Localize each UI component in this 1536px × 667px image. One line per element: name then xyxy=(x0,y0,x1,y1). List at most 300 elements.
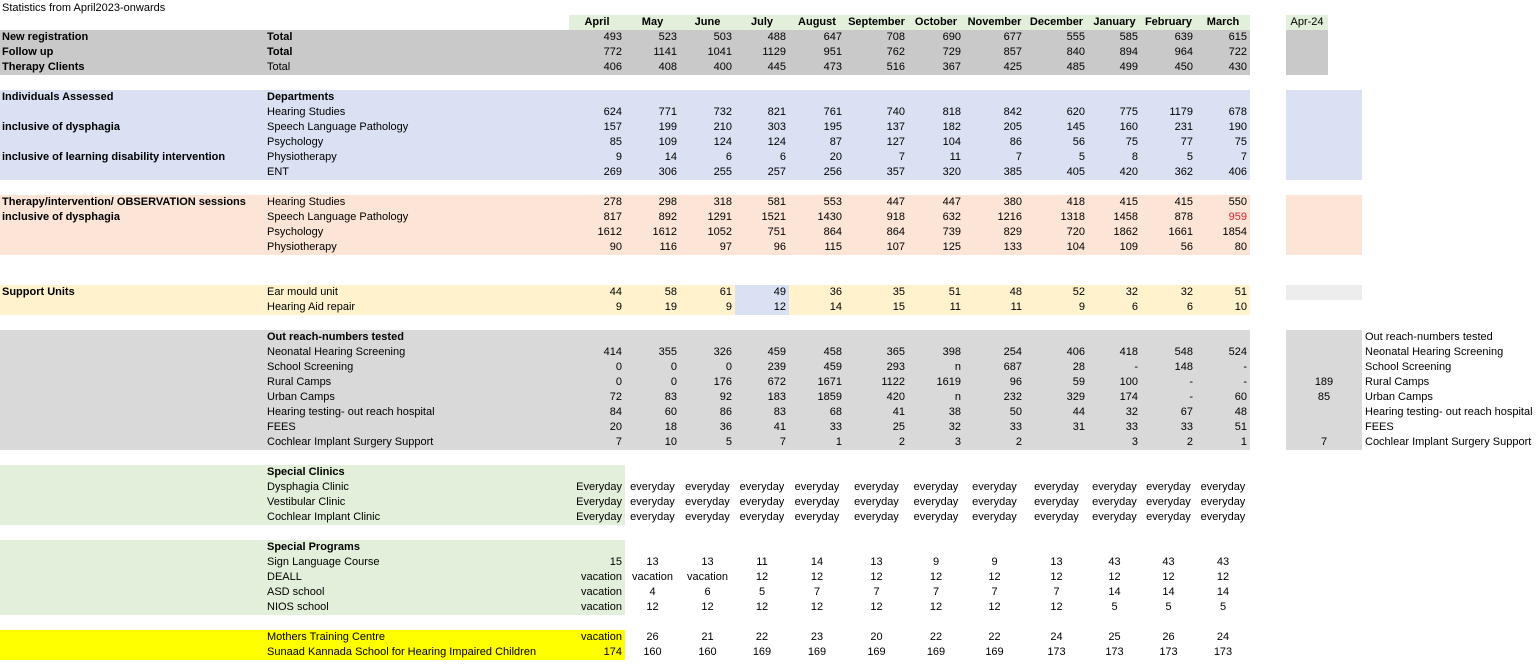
value-cell[interactable]: 329 xyxy=(1066,391,1085,403)
value-cell[interactable]: everyday xyxy=(972,496,1017,508)
apr24-value[interactable]: 7 xyxy=(1320,436,1328,448)
value-cell[interactable]: 5 xyxy=(1111,601,1118,613)
value-cell[interactable]: 1291 xyxy=(707,211,732,223)
value-cell[interactable]: 772 xyxy=(603,46,622,58)
value-cell[interactable]: everyday xyxy=(1034,496,1079,508)
value-cell[interactable]: 68 xyxy=(829,406,842,418)
value-cell[interactable]: 22 xyxy=(988,631,1001,643)
value-cell[interactable]: everyday xyxy=(913,496,959,508)
value-cell[interactable]: 61 xyxy=(719,286,732,298)
value-cell[interactable]: 857 xyxy=(1003,46,1022,58)
value-cell[interactable]: 12 xyxy=(1050,571,1063,583)
value-cell[interactable]: 398 xyxy=(942,346,961,358)
value-cell[interactable]: everyday xyxy=(1092,496,1137,508)
value-cell[interactable]: 97 xyxy=(719,241,732,253)
value-cell[interactable]: 7 xyxy=(615,436,622,448)
value-cell[interactable]: 13 xyxy=(1050,556,1063,568)
value-cell[interactable]: 406 xyxy=(1228,166,1247,178)
value-cell[interactable]: 1612 xyxy=(597,226,622,238)
value-cell[interactable]: 818 xyxy=(942,106,961,118)
value-cell[interactable]: 13 xyxy=(870,556,883,568)
value-cell[interactable]: 722 xyxy=(1228,46,1247,58)
value-cell[interactable]: 32 xyxy=(1180,286,1193,298)
value-cell[interactable]: 450 xyxy=(1174,61,1193,73)
value-cell[interactable]: 86 xyxy=(1009,136,1022,148)
value-cell[interactable]: 173 xyxy=(1105,646,1124,658)
value-cell[interactable]: 269 xyxy=(603,166,622,178)
value-cell[interactable]: 75 xyxy=(1234,136,1247,148)
value-cell[interactable]: 1430 xyxy=(817,211,842,223)
value-cell[interactable]: 306 xyxy=(658,166,677,178)
value-cell[interactable]: 51 xyxy=(1234,286,1247,298)
value-cell[interactable]: 15 xyxy=(609,556,622,568)
value-cell[interactable]: 190 xyxy=(1228,121,1247,133)
value-cell[interactable]: 174 xyxy=(603,646,622,658)
value-cell[interactable]: 5 xyxy=(1219,601,1227,613)
value-cell[interactable]: 7 xyxy=(779,436,786,448)
value-cell[interactable]: 11 xyxy=(949,151,961,163)
value-cell[interactable]: 13 xyxy=(646,556,659,568)
value-cell[interactable]: 420 xyxy=(886,391,905,403)
value-cell[interactable]: 459 xyxy=(823,361,842,373)
value-cell[interactable]: everyday xyxy=(794,511,840,523)
value-cell[interactable]: 15 xyxy=(892,301,905,313)
value-cell[interactable] xyxy=(1025,435,1088,450)
value-cell[interactable]: 690 xyxy=(942,31,961,43)
value-cell[interactable]: 14 xyxy=(1162,586,1175,598)
value-cell[interactable]: 7 xyxy=(1240,151,1247,163)
value-cell[interactable]: 12 xyxy=(988,601,1001,613)
value-cell[interactable]: 43 xyxy=(1108,556,1121,568)
value-cell[interactable]: 72 xyxy=(609,391,622,403)
value-cell[interactable]: 1122 xyxy=(881,376,905,388)
value-cell[interactable]: 12 xyxy=(929,601,943,613)
value-cell[interactable]: 7 xyxy=(898,151,905,163)
value-cell[interactable]: 1041 xyxy=(707,46,732,58)
value-cell[interactable]: 169 xyxy=(807,646,827,658)
value-cell[interactable]: 357 xyxy=(886,166,905,178)
value-cell[interactable]: 485 xyxy=(1066,61,1085,73)
value-cell[interactable]: everyday xyxy=(630,496,675,508)
value-cell[interactable]: 33 xyxy=(1125,421,1138,433)
value-cell[interactable]: 96 xyxy=(773,241,786,253)
value-cell[interactable]: 31 xyxy=(1072,421,1085,433)
apr24-value[interactable]: 85 xyxy=(1317,391,1331,403)
value-cell[interactable]: everyday xyxy=(854,511,899,523)
value-cell[interactable]: 35 xyxy=(892,286,905,298)
value-cell[interactable]: 385 xyxy=(1003,166,1022,178)
value-cell[interactable]: 553 xyxy=(823,196,842,208)
value-cell[interactable]: 447 xyxy=(886,196,905,208)
value-cell[interactable]: 199 xyxy=(658,121,677,133)
value-cell[interactable]: 1141 xyxy=(653,46,677,58)
value-cell[interactable]: 430 xyxy=(1228,61,1247,73)
value-cell[interactable]: 6 xyxy=(779,151,786,163)
value-cell[interactable]: everyday xyxy=(913,481,959,493)
value-cell[interactable]: 32 xyxy=(1125,286,1138,298)
value-cell[interactable]: 36 xyxy=(829,286,842,298)
value-cell[interactable]: 51 xyxy=(1234,421,1247,433)
value-cell[interactable]: 964 xyxy=(1174,46,1193,58)
value-cell[interactable]: 405 xyxy=(1066,166,1085,178)
value-cell[interactable]: everyday xyxy=(739,481,785,493)
value-cell[interactable]: 182 xyxy=(942,121,961,133)
value-cell[interactable]: 5 xyxy=(725,436,732,448)
value-cell[interactable]: 493 xyxy=(603,31,622,43)
value-cell[interactable]: 1521 xyxy=(761,211,786,223)
value-cell[interactable]: everyday xyxy=(1146,496,1191,508)
value-cell[interactable]: n xyxy=(954,361,961,373)
apr24-value[interactable] xyxy=(1286,360,1362,375)
value-cell[interactable]: 160 xyxy=(1119,121,1138,133)
value-cell[interactable]: 115 xyxy=(824,241,842,253)
value-cell[interactable]: 2 xyxy=(1015,436,1022,448)
value-cell[interactable]: 3 xyxy=(954,436,961,448)
value-cell[interactable]: 406 xyxy=(603,61,622,73)
value-cell[interactable]: 624 xyxy=(603,106,622,118)
value-cell[interactable]: 632 xyxy=(942,211,961,223)
value-cell[interactable]: 28 xyxy=(1072,361,1085,373)
value-cell[interactable]: 14 xyxy=(829,301,842,313)
value-cell[interactable]: 173 xyxy=(1047,646,1066,658)
value-cell[interactable]: 0 xyxy=(615,376,622,388)
value-cell[interactable]: 1671 xyxy=(817,376,842,388)
value-cell[interactable]: 1859 xyxy=(817,391,842,403)
value-cell[interactable]: 14 xyxy=(810,556,824,568)
value-cell[interactable]: 169 xyxy=(752,646,772,658)
value-cell[interactable]: 169 xyxy=(926,646,946,658)
value-cell[interactable]: 415 xyxy=(1119,196,1138,208)
value-cell[interactable]: 406 xyxy=(1066,346,1085,358)
value-cell[interactable]: 22 xyxy=(755,631,769,643)
value-cell[interactable]: 109 xyxy=(658,136,677,148)
value-cell[interactable]: 4 xyxy=(649,586,656,598)
value-cell[interactable]: 581 xyxy=(767,196,786,208)
value-cell[interactable]: 9 xyxy=(615,151,622,163)
value-cell[interactable]: 418 xyxy=(1119,346,1138,358)
value-cell[interactable]: 7 xyxy=(991,586,998,598)
value-cell[interactable]: 60 xyxy=(664,406,677,418)
value-cell[interactable]: 12 xyxy=(1108,571,1121,583)
value-cell[interactable]: 255 xyxy=(713,166,732,178)
value-cell[interactable]: 23 xyxy=(810,631,824,643)
value-cell[interactable]: 100 xyxy=(1119,376,1138,388)
value-cell[interactable]: 1216 xyxy=(997,211,1022,223)
value-cell[interactable]: 77 xyxy=(1180,136,1193,148)
value-cell[interactable]: 672 xyxy=(767,376,786,388)
value-cell[interactable]: 127 xyxy=(886,136,905,148)
value-cell[interactable]: 320 xyxy=(942,166,961,178)
value-cell[interactable]: 14 xyxy=(1108,586,1121,598)
apr24-value[interactable] xyxy=(1286,405,1362,420)
value-cell[interactable]: 173 xyxy=(1159,646,1178,658)
value-cell[interactable]: 86 xyxy=(719,406,732,418)
value-cell[interactable]: 124 xyxy=(767,136,786,148)
value-cell[interactable]: 205 xyxy=(1003,121,1022,133)
value-cell[interactable]: 878 xyxy=(1174,211,1193,223)
value-cell[interactable]: 116 xyxy=(659,241,677,253)
value-cell[interactable]: 109 xyxy=(1119,241,1138,253)
value-cell[interactable]: 12 xyxy=(646,601,659,613)
value-cell[interactable]: everyday xyxy=(685,496,730,508)
value-cell[interactable]: 414 xyxy=(603,346,622,358)
value-cell[interactable]: 751 xyxy=(767,226,786,238)
value-cell[interactable]: vacation xyxy=(581,586,622,598)
value-cell[interactable]: 169 xyxy=(867,646,886,658)
value-cell[interactable]: 365 xyxy=(886,346,905,358)
value-cell[interactable]: 174 xyxy=(1119,391,1138,403)
value-cell[interactable]: 38 xyxy=(948,406,961,418)
value-cell[interactable]: 9 xyxy=(991,556,998,568)
value-cell[interactable]: 12 xyxy=(701,601,714,613)
value-cell[interactable]: 5 xyxy=(1165,601,1172,613)
value-cell[interactable]: 157 xyxy=(603,121,622,133)
value-cell[interactable]: 87 xyxy=(829,136,842,148)
value-cell[interactable]: 124 xyxy=(713,136,732,148)
value-cell[interactable]: 14 xyxy=(1216,586,1230,598)
value-cell[interactable]: 5 xyxy=(1078,151,1085,163)
apr24-value[interactable] xyxy=(1286,420,1362,435)
value-cell[interactable]: 408 xyxy=(658,61,677,73)
value-cell[interactable]: 58 xyxy=(664,286,677,298)
value-cell[interactable]: 447 xyxy=(942,196,961,208)
value-cell[interactable]: 918 xyxy=(886,211,905,223)
value-cell[interactable]: 678 xyxy=(1228,106,1247,118)
value-cell[interactable]: 12 xyxy=(755,571,769,583)
value-cell[interactable]: everyday xyxy=(794,481,840,493)
value-cell[interactable]: 80 xyxy=(1234,241,1247,253)
value-cell[interactable]: 22 xyxy=(929,631,943,643)
value-cell[interactable]: 92 xyxy=(719,391,732,403)
value-cell[interactable]: 840 xyxy=(1066,46,1085,58)
value-cell[interactable]: vacation xyxy=(581,571,622,583)
value-cell[interactable]: 720 xyxy=(1066,226,1085,238)
value-cell[interactable]: 33 xyxy=(1009,421,1022,433)
value-cell[interactable]: 83 xyxy=(773,406,786,418)
value-cell[interactable]: everyday xyxy=(1146,481,1191,493)
value-cell[interactable]: 20 xyxy=(609,421,622,433)
value-cell[interactable]: 90 xyxy=(609,241,622,253)
value-cell[interactable]: 56 xyxy=(1180,241,1193,253)
value-cell[interactable]: 821 xyxy=(767,106,786,118)
value-cell[interactable]: 615 xyxy=(1228,31,1247,43)
value-cell[interactable]: 1862 xyxy=(1113,226,1138,238)
value-cell[interactable]: - xyxy=(1134,361,1138,373)
value-cell[interactable]: 254 xyxy=(1003,346,1022,358)
value-cell[interactable]: 104 xyxy=(1066,241,1085,253)
value-cell[interactable]: everyday xyxy=(630,511,675,523)
value-cell[interactable]: 9 xyxy=(1078,301,1085,313)
value-cell[interactable]: 620 xyxy=(1066,106,1085,118)
value-cell[interactable]: 48 xyxy=(1234,406,1247,418)
value-cell[interactable]: 739 xyxy=(942,226,961,238)
value-cell[interactable]: 415 xyxy=(1174,196,1193,208)
value-cell[interactable]: 20 xyxy=(870,631,883,643)
value-cell[interactable]: 52 xyxy=(1072,286,1085,298)
value-cell[interactable]: 524 xyxy=(1228,346,1247,358)
value-cell[interactable]: 12 xyxy=(1050,601,1063,613)
value-cell[interactable]: 231 xyxy=(1174,121,1193,133)
value-cell[interactable]: 677 xyxy=(1003,31,1022,43)
value-cell[interactable]: 367 xyxy=(942,61,961,73)
value-cell[interactable]: 9 xyxy=(932,556,940,568)
value-cell[interactable]: 21 xyxy=(701,631,714,643)
value-cell[interactable]: Everyday xyxy=(576,496,622,508)
value-cell[interactable]: 13 xyxy=(701,556,714,568)
value-cell[interactable]: 0 xyxy=(670,376,677,388)
value-cell[interactable]: 67 xyxy=(1180,406,1193,418)
value-cell[interactable]: 25 xyxy=(1108,631,1121,643)
value-cell[interactable]: 445 xyxy=(767,61,786,73)
value-cell[interactable]: 293 xyxy=(886,361,905,373)
value-cell[interactable]: 56 xyxy=(1072,136,1085,148)
value-cell[interactable]: 9 xyxy=(615,301,622,313)
value-cell[interactable]: 160 xyxy=(643,646,662,658)
value-cell[interactable]: everyday xyxy=(1146,511,1191,523)
value-cell[interactable]: 362 xyxy=(1174,166,1193,178)
value-cell[interactable]: 75 xyxy=(1125,136,1138,148)
value-cell[interactable]: 959 xyxy=(1228,211,1247,223)
value-cell[interactable]: 96 xyxy=(1009,376,1022,388)
value-cell[interactable]: 10 xyxy=(1234,301,1247,313)
value-cell[interactable]: everyday xyxy=(1092,481,1137,493)
value-cell[interactable]: everyday xyxy=(1200,481,1246,493)
value-cell[interactable]: 24 xyxy=(1216,631,1230,643)
value-cell[interactable]: 817 xyxy=(603,211,622,223)
value-cell[interactable]: 41 xyxy=(773,421,786,433)
value-cell[interactable]: 145 xyxy=(1066,121,1085,133)
value-cell[interactable]: 44 xyxy=(609,286,622,298)
value-cell[interactable]: everyday xyxy=(854,496,899,508)
value-cell[interactable]: 1 xyxy=(1240,436,1247,448)
value-cell[interactable]: 12 xyxy=(773,301,786,313)
value-cell[interactable]: 49 xyxy=(773,286,786,298)
value-cell[interactable]: Everyday xyxy=(576,511,622,523)
value-cell[interactable]: 41 xyxy=(892,406,905,418)
value-cell[interactable]: 12 xyxy=(810,601,824,613)
value-cell[interactable]: 639 xyxy=(1174,31,1193,43)
value-cell[interactable]: n xyxy=(954,391,961,403)
value-cell[interactable]: 43 xyxy=(1162,556,1175,568)
value-cell[interactable]: 550 xyxy=(1228,196,1247,208)
value-cell[interactable]: 59 xyxy=(1072,376,1085,388)
value-cell[interactable]: 503 xyxy=(713,31,732,43)
value-cell[interactable]: 1854 xyxy=(1222,226,1247,238)
value-cell[interactable]: 12 xyxy=(870,571,883,583)
value-cell[interactable]: 7 xyxy=(873,586,880,598)
value-cell[interactable]: 125 xyxy=(942,241,961,253)
value-cell[interactable]: 14 xyxy=(664,151,677,163)
value-cell[interactable]: 0 xyxy=(615,361,622,373)
value-cell[interactable]: 25 xyxy=(892,421,905,433)
value-cell[interactable]: everyday xyxy=(1200,496,1246,508)
value-cell[interactable]: - xyxy=(1189,391,1193,403)
value-cell[interactable]: 85 xyxy=(609,136,622,148)
value-cell[interactable]: 420 xyxy=(1119,166,1138,178)
value-cell[interactable]: everyday xyxy=(739,496,785,508)
value-cell[interactable]: 33 xyxy=(1180,421,1193,433)
value-cell[interactable]: 1458 xyxy=(1113,211,1138,223)
value-cell[interactable]: 278 xyxy=(603,196,622,208)
value-cell[interactable]: 173 xyxy=(1213,646,1233,658)
value-cell[interactable]: 9 xyxy=(725,301,732,313)
value-cell[interactable]: 51 xyxy=(948,286,961,298)
value-cell[interactable]: 6 xyxy=(1131,301,1138,313)
value-cell[interactable]: 137 xyxy=(886,121,905,133)
value-cell[interactable]: 771 xyxy=(658,106,677,118)
value-cell[interactable]: 298 xyxy=(658,196,677,208)
value-cell[interactable]: 555 xyxy=(1066,31,1085,43)
value-cell[interactable]: 355 xyxy=(658,346,677,358)
value-cell[interactable]: 36 xyxy=(719,421,732,433)
value-cell[interactable]: 729 xyxy=(942,46,961,58)
value-cell[interactable]: 44 xyxy=(1072,406,1085,418)
value-cell[interactable]: 11 xyxy=(949,301,961,313)
value-cell[interactable]: 104 xyxy=(942,136,961,148)
value-cell[interactable]: everyday xyxy=(972,481,1017,493)
value-cell[interactable]: 708 xyxy=(886,31,905,43)
value-cell[interactable]: 380 xyxy=(1003,196,1022,208)
value-cell[interactable]: 48 xyxy=(1009,286,1022,298)
value-cell[interactable]: 239 xyxy=(767,361,786,373)
value-cell[interactable]: vacation xyxy=(687,571,728,583)
value-cell[interactable]: 6 xyxy=(704,586,711,598)
value-cell[interactable]: 5 xyxy=(758,586,766,598)
value-cell[interactable]: 176 xyxy=(713,376,732,388)
value-cell[interactable]: 400 xyxy=(713,61,732,73)
value-cell[interactable]: vacation xyxy=(581,601,622,613)
value-cell[interactable]: 458 xyxy=(823,346,842,358)
value-cell[interactable]: 107 xyxy=(886,241,905,253)
value-cell[interactable]: 257 xyxy=(767,166,786,178)
value-cell[interactable]: 1 xyxy=(835,436,842,448)
value-cell[interactable]: 12 xyxy=(870,601,883,613)
value-cell[interactable]: everyday xyxy=(972,511,1017,523)
value-cell[interactable]: everyday xyxy=(1200,511,1246,523)
value-cell[interactable]: everyday xyxy=(685,481,730,493)
value-cell[interactable]: 326 xyxy=(713,346,732,358)
value-cell[interactable]: 7 xyxy=(1053,586,1060,598)
value-cell[interactable]: 195 xyxy=(823,121,842,133)
value-cell[interactable]: - xyxy=(1189,376,1193,388)
value-cell[interactable]: 473 xyxy=(823,61,842,73)
value-cell[interactable]: 32 xyxy=(1125,406,1138,418)
apr24-value[interactable]: 189 xyxy=(1314,376,1334,388)
value-cell[interactable]: 256 xyxy=(823,166,842,178)
value-cell[interactable]: 12 xyxy=(929,571,943,583)
value-cell[interactable]: 7 xyxy=(813,586,821,598)
value-cell[interactable]: 775 xyxy=(1119,106,1138,118)
value-cell[interactable]: 1612 xyxy=(652,226,677,238)
value-cell[interactable]: 2 xyxy=(1186,436,1193,448)
value-cell[interactable]: 12 xyxy=(755,601,769,613)
value-cell[interactable]: 60 xyxy=(1234,391,1247,403)
value-cell[interactable]: 0 xyxy=(725,361,732,373)
value-cell[interactable]: 210 xyxy=(713,121,732,133)
value-cell[interactable]: 740 xyxy=(886,106,905,118)
value-cell[interactable]: 50 xyxy=(1009,406,1022,418)
value-cell[interactable]: 894 xyxy=(1119,46,1138,58)
value-cell[interactable]: 1179 xyxy=(1169,106,1193,118)
value-cell[interactable]: 11 xyxy=(1010,301,1022,313)
value-cell[interactable]: 418 xyxy=(1066,196,1085,208)
value-cell[interactable]: everyday xyxy=(1034,511,1079,523)
value-cell[interactable]: 43 xyxy=(1216,556,1230,568)
value-cell[interactable]: vacation xyxy=(581,631,622,643)
value-cell[interactable]: 169 xyxy=(985,646,1004,658)
value-cell[interactable]: 12 xyxy=(988,571,1001,583)
value-cell[interactable]: 761 xyxy=(823,106,842,118)
